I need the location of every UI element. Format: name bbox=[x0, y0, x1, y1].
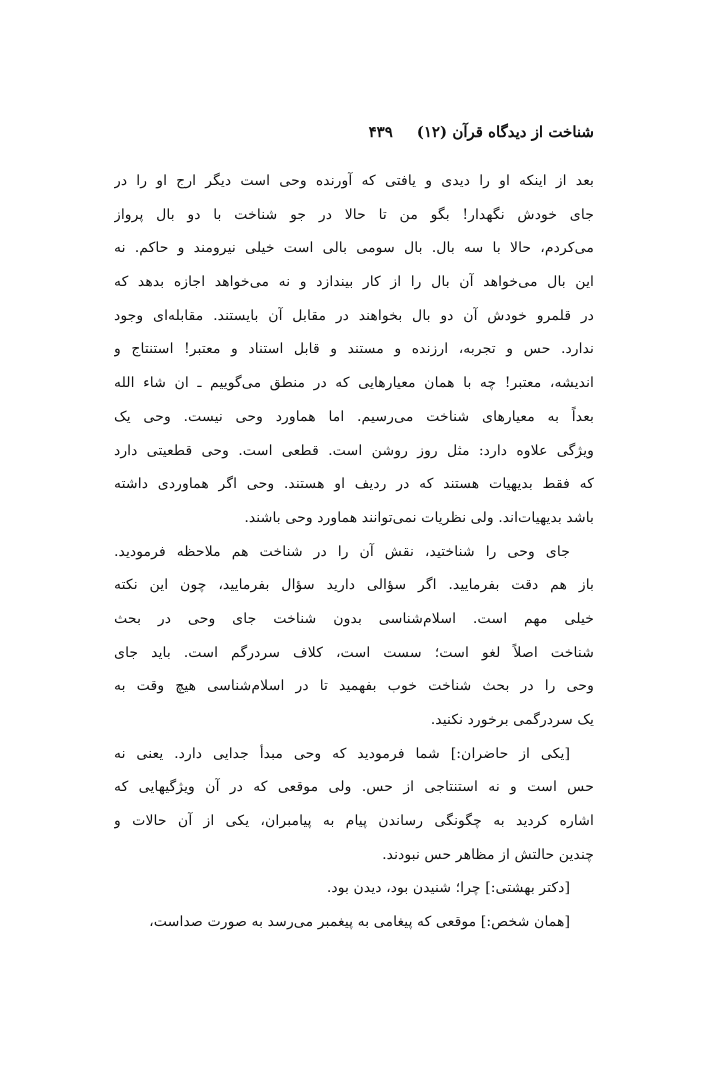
body-text bbox=[114, 165, 594, 940]
text-line: حس است و نه استنتاجی از حس. ولی موقعی که در آن ویژگیهایی که bbox=[114, 779, 594, 796]
chapter-title: شناخت از دیدگاه قرآن (۱۲) bbox=[416, 123, 594, 141]
page-number: ۴۳۹ bbox=[368, 123, 393, 141]
text-line: باز هم دقت بفرمایید. اگر سؤالی دارید سؤال بفرمایید، چون این نکته bbox=[114, 577, 594, 594]
text-line: در قلمرو خودش آن دو بال بخواهند در مقابل آن بایستند. مقابله‌ای وجود bbox=[114, 307, 594, 324]
text-line: اشاره کردید به چگونگی رساندن پیام به پیامبران، یکی از آن حالات و bbox=[114, 813, 594, 830]
text-line: شناخت اصلاً لغو است؛ سست است، کلاف سردرگم است. باید جای bbox=[114, 644, 594, 661]
text-line: [دکتر بهشتی:] چرا؛ شنیدن بود، دیدن بود. bbox=[326, 880, 570, 897]
text-line: خیلی مهم است. اسلام‌شناسی بدون شناخت جای وحی در بحث bbox=[114, 610, 594, 627]
running-header bbox=[114, 118, 594, 146]
text-line: وحی را در بحث شناخت خوب بفهمید تا در اسلام‌شناسی هیچ وقت به bbox=[114, 678, 594, 695]
text-line: [یکی از حاضران:] شما فرمودید که وحی مبدأ جدایی دارد. یعنی نه bbox=[114, 745, 570, 762]
text-line: یک سردرگمی برخورد نکنید. bbox=[430, 712, 594, 728]
text-line: باشد بدیهیات‌اند. ولی نظریات نمی‌توانند هماورد وحی باشند. bbox=[244, 509, 594, 526]
text-line: اندیشه، معتبر! چه با همان معیارهایی که در منطق می‌گوییم ـ ان شاء الله bbox=[114, 375, 594, 392]
text-line: این بال می‌خواهد آن بال را از کار بیندازد و نه می‌خواهد اجازه بدهد که bbox=[114, 274, 594, 291]
text-line: جای خودش نگهدار! بگو من تا حالا در جو شناخت با دو بال پرواز bbox=[114, 206, 594, 223]
text-line: ندارد. حس و تجربه، ارزنده و مستند و قابل استناد و معتبر! استنتاج و bbox=[114, 341, 594, 358]
text-line: بعد از اینکه او را دیدی و یافتی که آورنده وحی است دیگر ارج او را در bbox=[114, 173, 594, 189]
text-line: می‌کردم، حالا با سه بال. بال سومی بالی است خیلی نیرومند و حاکم. نه bbox=[114, 240, 594, 257]
text-line: [همان شخص:] موقعی که پیغامی به پیغمبر می‌رسد به صورت صداست، bbox=[149, 914, 570, 931]
text-line: جای وحی را شناختید، نقش آن را در شناخت هم ملاحظه فرمودید. bbox=[114, 543, 570, 560]
text-line: چندین حالتش از مظاهر حس نبودند. bbox=[382, 846, 594, 863]
text-line: ویژگی علاوه دارد: مثل روز روشن است. قطعی است. وحی قطعیتی دارد bbox=[114, 442, 594, 459]
text-line: که فقط بدیهیات هستند که در ردیف او هستند. وحی اگر هماوردی داشته bbox=[114, 476, 594, 493]
text-line: بعداً به معیارهای شناخت می‌رسیم. اما هماورد وحی نیست. وحی یک bbox=[114, 408, 594, 425]
